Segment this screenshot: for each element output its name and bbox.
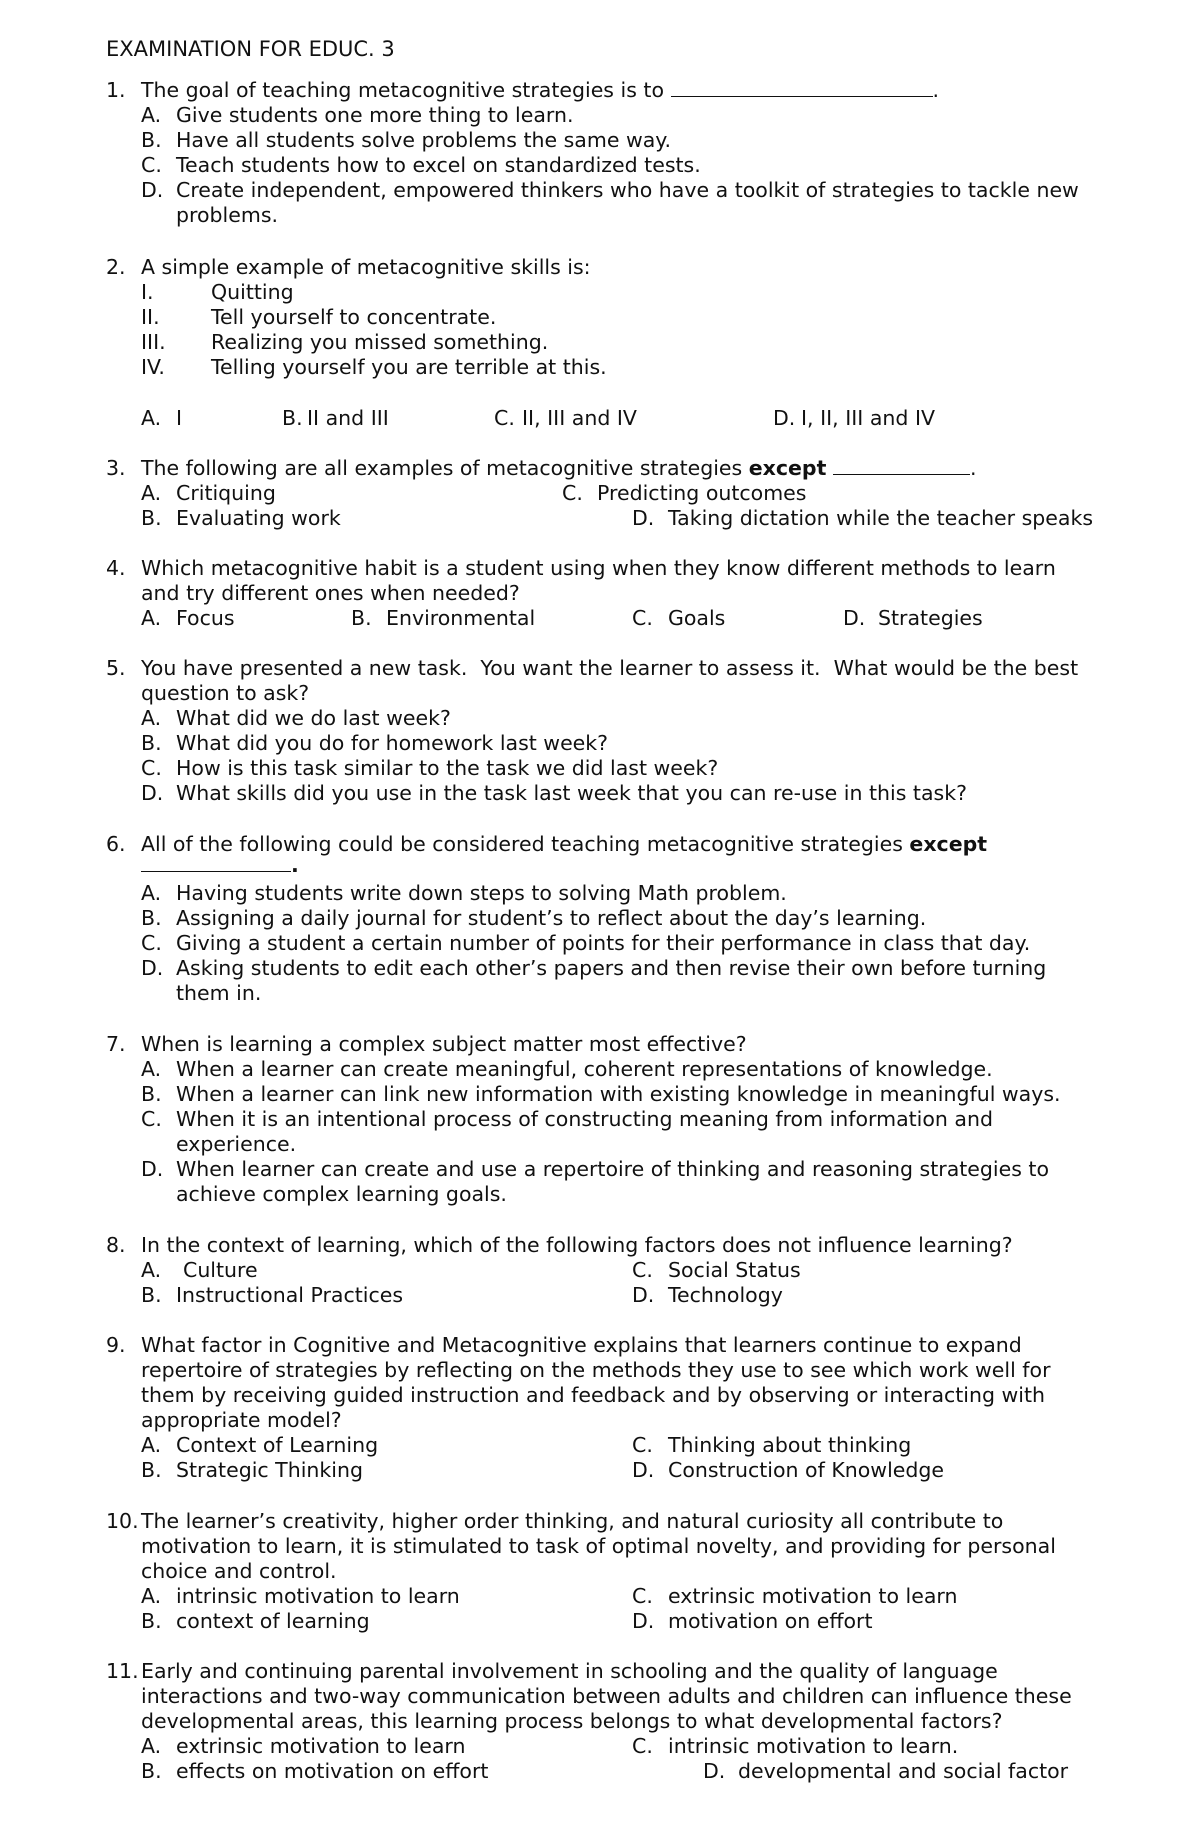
q4-option-c-label: C. [632,606,653,630]
q3-option-a-text: Critiquing [176,481,276,505]
q10-number: 10. [106,1509,139,1533]
q5-option-c-text: How is this task similar to the task we did last week? [176,756,719,780]
q1-option-a-text: Give students one more thing to learn. [176,103,574,127]
q6-option-d-label: D. [141,956,164,980]
q2-option-c-label: C. [494,406,515,430]
q11-stem-cont-1: interactions and two-way communication between adults and children can influence these [141,1684,1072,1708]
q4-option-b-label: B. [351,606,372,630]
q7-option-a-text: When a learner can create meaningful, coherent representations of knowledge. [176,1057,993,1081]
answer-blank [833,456,970,475]
q11-number: 11. [106,1659,139,1683]
q9-stem-cont-1: repertoire of strategies by reflecting on the methods they use to see which work well for [141,1358,1051,1382]
q9-option-d-label: D. [632,1458,655,1482]
q1-option-a-label: A. [141,103,162,127]
q9-stem-cont-3: appropriate model? [141,1408,342,1432]
q8-stem: In the context of learning, which of the following factors does not influence learning? [141,1233,1013,1257]
q7-number: 7. [106,1032,126,1056]
q2-roman-3: III. [141,330,166,354]
q6-option-d-text: Asking students to edit each other’s papers and then revise their own before turning [176,956,1047,980]
q8-option-b-text: Instructional Practices [176,1283,404,1307]
q6-emphasis: except [909,832,988,856]
q9-option-c-text: Thinking about thinking [668,1433,912,1457]
q9-option-b-label: B. [141,1458,162,1482]
q1-option-b-text: Have all students solve problems the same way. [176,128,672,152]
q8-option-c-label: C. [632,1258,653,1282]
q7-option-d-text: When learner can create and use a repertoire of thinking and reasoning strategies to [176,1157,1050,1181]
q5-option-b-label: B. [141,731,162,755]
q7-option-c-text: When it is an intentional process of constructing meaning from information and [176,1107,993,1131]
q4-option-d-text: Strategies [878,606,983,630]
q1-option-c-text: Teach students how to excel on standardized tests. [176,153,701,177]
q11-option-c-label: C. [632,1734,653,1758]
q6-number: 6. [106,832,126,856]
q10-option-c-text: extrinsic motivation to learn [668,1584,958,1608]
q2-roman-4: IV. [141,355,165,379]
q6-option-d-text-cont: them in. [176,981,262,1005]
q4-option-a-text: Focus [176,606,235,630]
q9-option-c-label: C. [632,1433,653,1457]
q9-number: 9. [106,1333,126,1357]
q11-option-a-label: A. [141,1734,162,1758]
q3-option-a-label: A. [141,481,162,505]
q5-option-d-text: What skills did you use in the task last week that you can re-use in this task? [176,781,967,805]
q4-option-d-label: D. [843,606,866,630]
q10-option-b-text: context of learning [176,1609,370,1633]
q11-option-c-text: intrinsic motivation to learn. [668,1734,959,1758]
q7-option-c-text-cont: experience. [176,1132,297,1156]
q3-option-b-label: B. [141,506,162,530]
q2-option-d-text: I, II, III and IV [801,406,936,430]
q10-option-d-text: motivation on effort [668,1609,873,1633]
q3-option-c-label: C. [562,481,583,505]
q4-number: 4. [106,556,126,580]
q2-option-a-label: A. [141,406,162,430]
q1-option-d-text-cont: problems. [176,203,279,227]
q3-number: 3. [106,456,126,480]
q6-option-c-label: C. [141,931,162,955]
q6-stem: All of the following could be considered teaching metacognitive strategies except [141,832,988,856]
q8-option-a-label: A. [141,1258,162,1282]
q2-stem: A simple example of metacognitive skills is: [141,255,591,279]
q4-option-b-text: Environmental [386,606,536,630]
q7-option-b-label: B. [141,1082,162,1106]
q1-option-d-text: Create independent, empowered thinkers who have a toolkit of strategies to tackle new [176,178,1079,202]
q7-option-b-text: When a learner can link new information with existing knowledge in meaningful ways. [176,1082,1061,1106]
q2-roman-2: II. [141,305,160,329]
q7-stem: When is learning a complex subject matter most effective? [141,1032,747,1056]
q2-option-b-text: II and III [307,406,389,430]
q7-option-a-label: A. [141,1057,162,1081]
q11-option-d-text: developmental and social factor [738,1759,1069,1783]
q2-option-b-label: B. [282,406,303,430]
q10-stem-cont-2: choice and control. [141,1559,337,1583]
q3-option-b-text: Evaluating work [176,506,341,530]
q10-stem: The learner’s creativity, higher order thinking, and natural curiosity all contribute to [141,1509,1004,1533]
q8-option-b-label: B. [141,1283,162,1307]
q3-emphasis: except [748,456,827,480]
q7-option-d-text-cont: achieve complex learning goals. [176,1182,507,1206]
q8-option-c-text: Social Status [668,1258,801,1282]
q6-stem-blank: . [141,852,299,878]
q6-option-a-text: Having students write down steps to solving Math problem. [176,881,787,905]
answer-blank [671,78,933,97]
q11-option-b-text: effects on motivation on effort [176,1759,489,1783]
q5-option-a-text: What did we do last week? [176,706,451,730]
q6-option-a-label: A. [141,881,162,905]
q9-stem-cont-2: them by receiving guided instruction and feedback and by observing or interacting with [141,1383,1046,1407]
q10-option-d-label: D. [632,1609,655,1633]
q4-option-c-text: Goals [668,606,726,630]
q11-stem-cont-2: developmental areas, this learning process belongs to what developmental factors? [141,1709,1003,1733]
q9-option-a-text: Context of Learning [176,1433,379,1457]
q6-option-b-text: Assigning a daily journal for student’s to reflect about the day’s learning. [176,906,927,930]
q1-stem: The goal of teaching metacognitive strategies is to . [141,78,940,102]
q9-option-b-text: Strategic Thinking [176,1458,363,1482]
q3-option-d-label: D. [632,506,655,530]
q2-option-d-label: D. [773,406,796,430]
q1-option-d-label: D. [141,178,164,202]
q8-option-d-label: D. [632,1283,655,1307]
q5-option-a-label: A. [141,706,162,730]
q2-item-2: Tell yourself to concentrate. [211,305,497,329]
q11-stem: Early and continuing parental involvement in schooling and the quality of language [141,1659,998,1683]
q5-stem-cont: question to ask? [141,681,310,705]
q7-option-c-label: C. [141,1107,162,1131]
q4-stem: Which metacognitive habit is a student using when they know different methods to learn [141,556,1056,580]
q2-number: 2. [106,255,126,279]
q1-option-c-label: C. [141,153,162,177]
q3-option-c-text: Predicting outcomes [597,481,807,505]
q2-item-3: Realizing you missed something. [211,330,549,354]
exam-title: EXAMINATION FOR EDUC. 3 [106,37,395,61]
q2-option-c-text: II, III and IV [522,406,637,430]
q5-option-d-label: D. [141,781,164,805]
q6-option-b-label: B. [141,906,162,930]
q9-stem: What factor in Cognitive and Metacognitive explains that learners continue to expand [141,1333,1022,1357]
q11-option-d-label: D. [703,1759,726,1783]
q4-stem-cont: and try different ones when needed? [141,581,520,605]
q9-option-a-label: A. [141,1433,162,1457]
answer-blank [141,853,291,872]
q1-number: 1. [106,78,126,102]
q2-item-1: Quitting [211,280,294,304]
q6-option-c-text: Giving a student a certain number of points for their performance in class that day. [176,931,1031,955]
q11-option-a-text: extrinsic motivation to learn [176,1734,466,1758]
q10-stem-cont-1: motivation to learn, it is stimulated to task of optimal novelty, and providing for personal [141,1534,1056,1558]
q9-option-d-text: Construction of Knowledge [668,1458,945,1482]
q5-stem: You have presented a new task. You want the learner to assess it. What would be the best [141,656,1079,680]
q2-roman-1: I. [141,280,154,304]
q3-stem: The following are all examples of metacognitive strategies except . [141,456,977,480]
q8-number: 8. [106,1233,126,1257]
q7-option-d-label: D. [141,1157,164,1181]
q2-option-a-text: I [176,406,183,430]
q2-item-4: Telling yourself you are terrible at this. [211,355,607,379]
q10-option-a-label: A. [141,1584,162,1608]
q10-option-c-label: C. [632,1584,653,1608]
q5-number: 5. [106,656,126,680]
q4-option-a-label: A. [141,606,162,630]
q10-option-b-label: B. [141,1609,162,1633]
q10-option-a-text: intrinsic motivation to learn [176,1584,460,1608]
q5-option-c-label: C. [141,756,162,780]
q11-option-b-label: B. [141,1759,162,1783]
q8-option-a-text: Culture [183,1258,258,1282]
q1-option-b-label: B. [141,128,162,152]
q3-option-d-text: Taking dictation while the teacher speaks [668,506,1094,530]
q5-option-b-text: What did you do for homework last week? [176,731,609,755]
q8-option-d-text: Technology [668,1283,783,1307]
